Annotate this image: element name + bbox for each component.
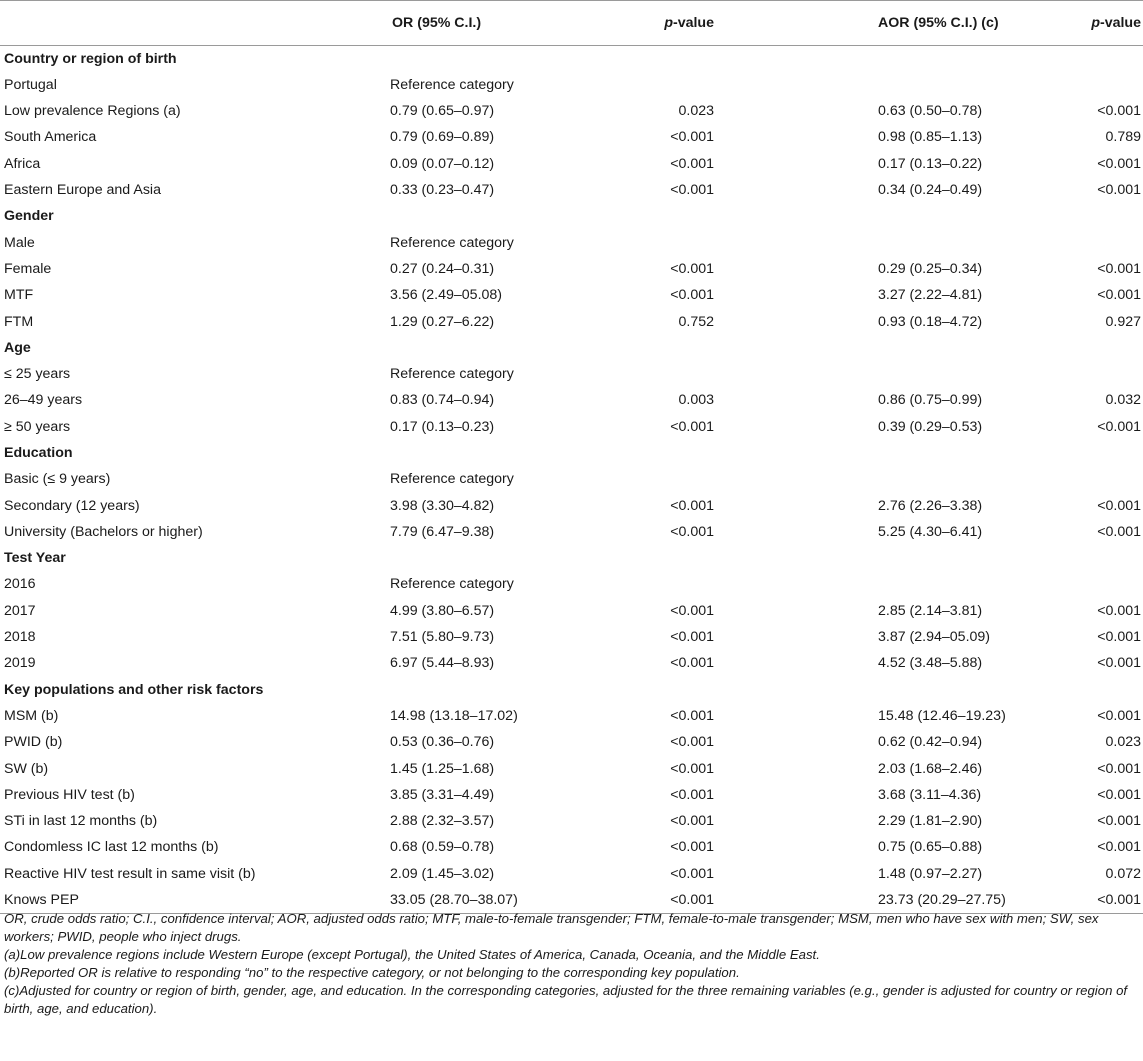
table-row [0, 493, 1143, 519]
row-label: SW (b) [4, 760, 49, 777]
row-or: 0.79 (0.69–0.89) [390, 129, 495, 146]
header-p-italic-2: p [1091, 14, 1100, 31]
row-label: Previous HIV test (b) [4, 786, 135, 803]
row-adjusted-p-value [1018, 72, 1143, 98]
row-or: 0.53 (0.36–0.76) [390, 734, 495, 751]
row-or: 0.83 (0.74–0.94) [390, 392, 495, 409]
section-header-row [0, 335, 1143, 361]
row-label: Secondary (12 years) [4, 497, 140, 514]
section-title: Country or region of birth [4, 50, 177, 67]
row-or: 0.17 (0.13–0.23) [390, 418, 495, 435]
row-p-value: <0.001 [599, 887, 716, 913]
row-label: STi in last 12 months (b) [4, 813, 158, 830]
row-aor: 3.68 (3.11–4.36) [878, 786, 982, 803]
row-adjusted-p-value: <0.001 [1097, 182, 1141, 199]
row-or: 3.98 (3.30–4.82) [390, 497, 495, 514]
header-p-value-1 [599, 1, 716, 46]
row-adjusted-p-value: <0.001 [1097, 418, 1141, 435]
row-adjusted-p-value: 0.789 [1105, 129, 1141, 146]
row-adjusted-p-value: <0.001 [1097, 155, 1141, 172]
table-row [0, 98, 1143, 124]
row-adjusted-p-value: <0.001 [1097, 839, 1141, 856]
row-or: 7.51 (5.80–9.73) [390, 629, 495, 646]
row-aor: 4.52 (3.48–5.88) [878, 655, 983, 672]
section-header-row [0, 203, 1143, 229]
row-or: Reference category [390, 366, 514, 383]
footnote-c: (c)Adjusted for country or region of birth, gender, age, and education. In the corresponding categories, adjusted for the three remaining variables (e.g., gender is adjusted for country or region of birth, age, and education). [4, 983, 1128, 1016]
row-aor: 0.29 (0.25–0.34) [878, 260, 983, 277]
row-aor: 15.48 (12.46–19.23) [878, 707, 1006, 724]
row-or: 1.45 (1.25–1.68) [390, 760, 495, 777]
row-p-value: 0.752 [678, 313, 714, 330]
row-p-value: <0.001 [670, 707, 714, 724]
row-aor: 1.48 (0.97–2.27) [878, 865, 983, 882]
section-header-row [0, 545, 1143, 571]
footnote-a: (a)Low prevalence regions include Western Europe (except Portugal), the United States of America, Canada, Oceania, and the Middle East. [4, 947, 820, 962]
row-label: Africa [4, 155, 41, 172]
row-or: 0.09 (0.07–0.12) [390, 155, 495, 172]
table-row [0, 256, 1143, 282]
row-label: Knows PEP [0, 887, 312, 913]
row-p-value: <0.001 [670, 129, 714, 146]
row-label: Male [4, 234, 35, 251]
section-title: Age [4, 339, 31, 356]
row-label: MSM (b) [4, 707, 59, 724]
row-aor [716, 230, 1018, 256]
row-adjusted-p-value [1018, 466, 1143, 492]
row-adjusted-p-value: <0.001 [1097, 602, 1141, 619]
row-p-value: <0.001 [670, 155, 714, 172]
row-label: 2017 [4, 602, 36, 619]
row-aor: 0.62 (0.42–0.94) [878, 734, 983, 751]
row-adjusted-p-value [1018, 361, 1143, 387]
row-label: Eastern Europe and Asia [4, 182, 161, 199]
section-title: Key populations and other risk factors [4, 681, 264, 698]
row-label: FTM [4, 313, 34, 330]
row-adjusted-p-value [1018, 230, 1143, 256]
row-label: 2018 [4, 629, 36, 646]
row-adjusted-p-value: 0.927 [1105, 313, 1141, 330]
row-adjusted-p-value: <0.001 [1018, 887, 1143, 913]
header-p-value-2 [1018, 1, 1143, 46]
row-aor: 0.75 (0.65–0.88) [878, 839, 983, 856]
section-title: Test Year [4, 550, 66, 567]
row-or: 33.05 (28.70–38.07) [312, 887, 599, 913]
row-label: Female [4, 260, 52, 277]
table-row [0, 308, 1143, 334]
table-row [0, 598, 1143, 624]
row-or: 4.99 (3.80–6.57) [390, 602, 495, 619]
table-row [0, 151, 1143, 177]
row-or: 2.88 (2.32–3.57) [390, 813, 495, 830]
row-adjusted-p-value [1018, 571, 1143, 597]
row-or: 2.09 (1.45–3.02) [390, 865, 495, 882]
row-p-value: 0.003 [678, 392, 714, 409]
row-p-value: <0.001 [670, 629, 714, 646]
row-adjusted-p-value: <0.001 [1097, 655, 1141, 672]
section-title: Education [4, 445, 73, 461]
table-row [0, 282, 1143, 308]
row-label: South America [4, 129, 97, 146]
row-p-value: <0.001 [670, 786, 714, 803]
row-p-value: <0.001 [670, 418, 714, 435]
row-aor [716, 571, 1018, 597]
row-adjusted-p-value: <0.001 [1097, 629, 1141, 646]
table-body [0, 46, 1143, 914]
row-adjusted-p-value: 0.072 [1105, 865, 1141, 882]
table-row [0, 230, 1143, 256]
row-label: Portugal [4, 76, 57, 93]
row-aor: 0.34 (0.24–0.49) [878, 182, 983, 199]
header-or: OR (95% C.I.) [0, 1, 599, 46]
table-row [0, 650, 1143, 676]
table-row [0, 519, 1143, 545]
row-aor: 2.76 (2.26–3.38) [878, 497, 983, 514]
table-row [0, 703, 1143, 729]
header-p-suffix-2: -value [1099, 14, 1141, 31]
row-or: 0.68 (0.59–0.78) [390, 839, 495, 856]
row-or: 3.56 (2.49–05.08) [390, 287, 503, 304]
row-or: Reference category [390, 576, 514, 593]
row-aor: 2.03 (1.68–2.46) [878, 760, 983, 777]
row-or: Reference category [390, 76, 514, 93]
row-label: 26–49 years [4, 392, 83, 409]
row-label: 2016 [4, 576, 36, 593]
row-aor: 3.27 (2.22–4.81) [878, 287, 983, 304]
row-label: PWID (b) [4, 734, 63, 751]
row-aor: 3.87 (2.94–05.09) [878, 629, 991, 646]
row-aor: 23.73 (20.29–27.75) [716, 887, 1018, 913]
row-or: 1.29 (0.27–6.22) [390, 313, 495, 330]
row-aor: 0.63 (0.50–0.78) [878, 103, 983, 120]
row-p-value [599, 466, 716, 492]
row-aor: 2.29 (1.81–2.90) [878, 813, 983, 830]
table-row [0, 361, 1143, 387]
row-p-value [599, 361, 716, 387]
row-label: Basic (≤ 9 years) [4, 471, 111, 488]
table-row [0, 124, 1143, 150]
section-header-row [0, 46, 1143, 72]
row-p-value: <0.001 [670, 497, 714, 514]
row-p-value: <0.001 [670, 182, 714, 199]
row-p-value: <0.001 [670, 655, 714, 672]
table-row [0, 414, 1143, 440]
row-p-value [599, 230, 716, 256]
table-row [0, 834, 1143, 860]
row-label: Reactive HIV test result in same visit (b) [4, 865, 256, 882]
row-label: Condomless IC last 12 months (b) [4, 839, 219, 856]
row-label: University (Bachelors or higher) [4, 523, 203, 540]
row-p-value: <0.001 [670, 734, 714, 751]
row-adjusted-p-value: 0.032 [1105, 392, 1141, 409]
row-or: 0.33 (0.23–0.47) [390, 182, 495, 199]
table-row [0, 571, 1143, 597]
row-aor: 0.98 (0.85–1.13) [878, 129, 983, 146]
row-adjusted-p-value: <0.001 [1097, 813, 1141, 830]
table-row [0, 624, 1143, 650]
row-adjusted-p-value: <0.001 [1097, 497, 1141, 514]
table-row [0, 729, 1143, 755]
row-or: Reference category [390, 471, 514, 488]
table-row [0, 756, 1143, 782]
row-or: Reference category [390, 234, 514, 251]
row-aor: 2.85 (2.14–3.81) [878, 602, 983, 619]
header-p-suffix-1: -value [672, 14, 714, 31]
table-row [0, 72, 1143, 98]
row-label: 2019 [4, 655, 36, 672]
table-row [0, 387, 1143, 413]
row-aor: 0.17 (0.13–0.22) [878, 155, 983, 172]
row-aor [716, 466, 1018, 492]
row-p-value: <0.001 [670, 260, 714, 277]
row-label: ≥ 50 years [4, 418, 71, 435]
row-or: 7.79 (6.47–9.38) [390, 523, 495, 540]
header-aor: AOR (95% C.I.) (c) [716, 1, 1018, 46]
row-or: 0.27 (0.24–0.31) [390, 260, 495, 277]
table-row [0, 808, 1143, 834]
row-adjusted-p-value: <0.001 [1097, 103, 1141, 120]
table-row [0, 782, 1143, 808]
section-header-row [0, 440, 1143, 466]
row-p-value: <0.001 [670, 760, 714, 777]
row-or: 6.97 (5.44–8.93) [390, 655, 495, 672]
header-row [0, 1, 1143, 46]
row-p-value: <0.001 [670, 602, 714, 619]
row-p-value: <0.001 [670, 813, 714, 830]
header-p-italic-1: p [664, 14, 673, 31]
row-adjusted-p-value: <0.001 [1097, 287, 1141, 304]
row-aor: 0.39 (0.29–0.53) [878, 418, 983, 435]
row-aor [716, 72, 1018, 98]
section-header-row [0, 677, 1143, 703]
table-row [0, 466, 1143, 492]
row-p-value: 0.023 [678, 103, 714, 120]
row-p-value: <0.001 [670, 839, 714, 856]
row-adjusted-p-value: <0.001 [1097, 760, 1141, 777]
row-label: Low prevalence Regions (a) [4, 103, 181, 120]
row-aor: 0.86 (0.75–0.99) [878, 392, 983, 409]
table-footnotes [4, 910, 1140, 1018]
row-adjusted-p-value: <0.001 [1097, 786, 1141, 803]
row-label: ≤ 25 years [4, 366, 71, 383]
table-row [0, 177, 1143, 203]
row-aor [716, 361, 1018, 387]
section-title: Gender [4, 208, 54, 225]
row-adjusted-p-value: <0.001 [1097, 707, 1141, 724]
row-aor: 0.93 (0.18–4.72) [878, 313, 983, 330]
row-p-value [599, 72, 716, 98]
row-aor: 5.25 (4.30–6.41) [878, 523, 983, 540]
table-row [0, 861, 1143, 887]
table-header [0, 1, 1143, 46]
footnote-abbreviations: OR, crude odds ratio; C.I., confidence interval; AOR, adjusted odds ratio; MTF, male-to-female transgender; FTM, female-to-male transgender; MSM, men who have sex with men; SW, sex workers; PWID, people who inject drugs. [4, 911, 1099, 944]
footnote-b: (b)Reported OR is relative to responding “no” to the respective category, or not belonging to the corresponding key population. [4, 965, 740, 980]
row-or: 3.85 (3.31–4.49) [390, 786, 495, 803]
row-p-value: <0.001 [670, 287, 714, 304]
row-adjusted-p-value: <0.001 [1097, 523, 1141, 540]
row-label: MTF [4, 287, 34, 304]
row-or: 14.98 (13.18–17.02) [390, 707, 518, 724]
row-or: 0.79 (0.65–0.97) [390, 103, 495, 120]
row-adjusted-p-value: 0.023 [1105, 734, 1141, 751]
row-p-value: <0.001 [670, 865, 714, 882]
row-p-value: <0.001 [670, 523, 714, 540]
row-p-value [599, 571, 716, 597]
row-adjusted-p-value: <0.001 [1097, 260, 1141, 277]
